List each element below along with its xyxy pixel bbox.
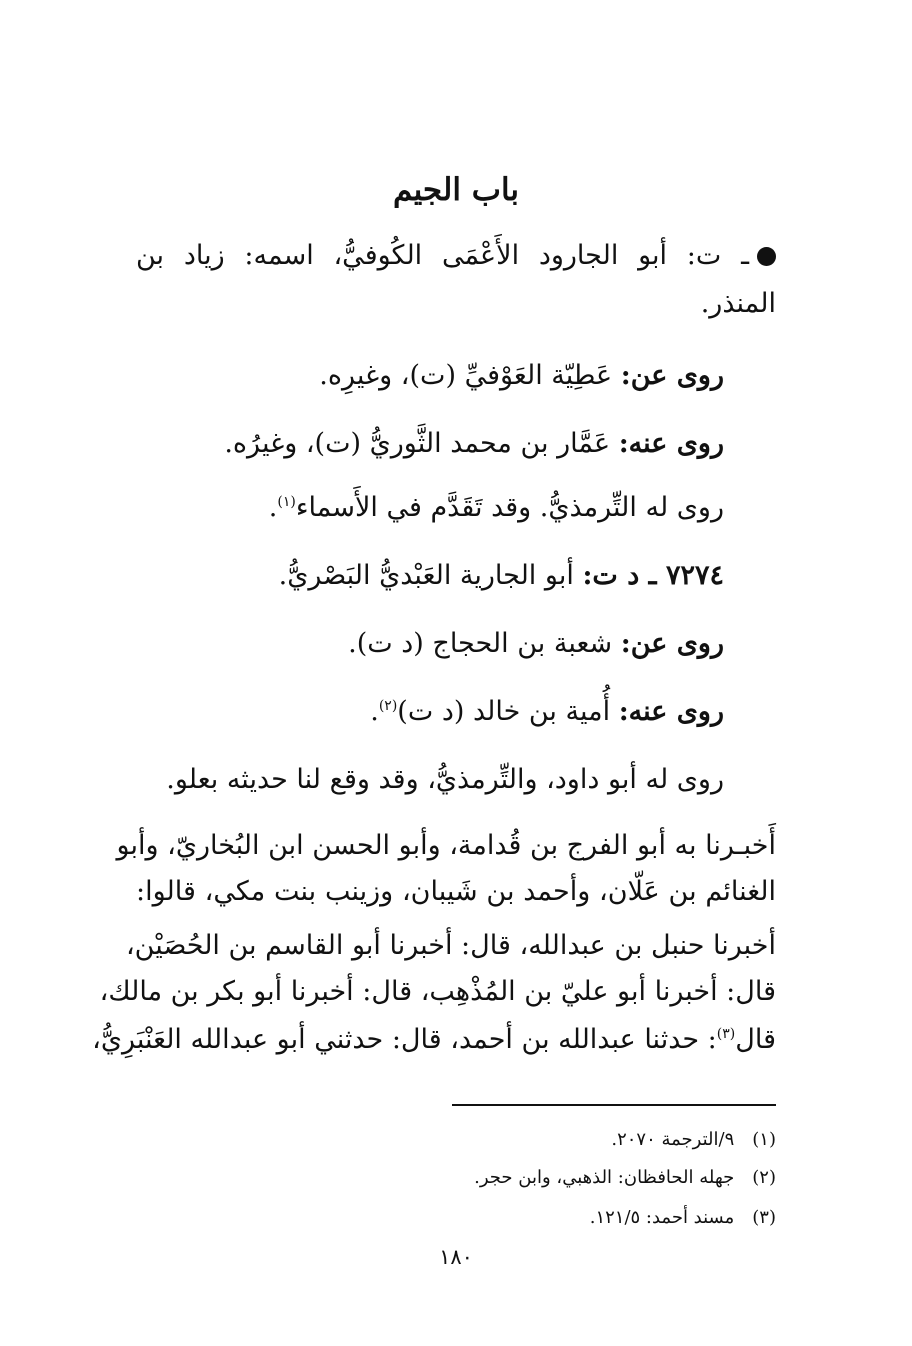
narrated-by-label: روى عنه: [618,428,724,459]
entry1-heading-line [136,236,776,276]
entry1-heading-continuation: المنذر. [700,288,776,319]
footnote-1 [136,1126,776,1154]
narrated-by-text: أُمية بن خالد (د ت) [397,696,611,727]
narrated-from-text: شعبة بن الحجاج (د ت). [348,628,613,659]
narrated-from-text: عَطِيّة العَوْفيِّ (ت)، وغيرِه. [319,360,613,391]
footnote-ref-2: (٢) [378,698,398,714]
isnad-text: أَخبـرنا به أبو الفرج بن قُدامة، وأبو الحسن ابن البُخاريّ، وأبو [116,830,776,861]
entry1-narrated-by [84,424,724,464]
entry2-heading-line [84,556,724,596]
entry2-narrated-by [84,692,724,732]
footnote-text: جهله الحافظان: الذهبي، وابن حجر. [474,1167,735,1188]
footnote-number: (١) [752,1129,776,1150]
footnote-number: (٣) [752,1207,776,1228]
entry2-narrated-from [84,624,724,664]
entry1-narrated-from [84,356,724,396]
footnote-2 [136,1164,776,1192]
footnote-text: ٩/الترجمة ٢٠٧٠. [611,1129,735,1150]
isnad-text: : حدثنا عبدالله بن أحمد، قال: حدثني أبو عبدالله العَنْبَرِيُّ، [92,1024,717,1055]
bullet-icon [757,247,776,266]
chapter-heading: باب الجيم [392,172,520,208]
isnad-line-2: الغنائم بن عَلّان، وأحمد بن شَيبان، وزينب بنت مكي، قالوا: [136,876,776,907]
page-number: ١٨٠ [439,1245,473,1269]
narrated-for-text: روى له التِّرمذيُّ. وقد تَقَدَّم في الأَسماء [295,492,724,523]
narrated-from-label: روى عن: [620,628,724,659]
isnad-line-5 [92,1020,776,1060]
narrated-by-label: روى عنه: [618,696,724,727]
entry2-title-text: أبو الجارية العَبْديُّ البَصْريُّ. [278,560,574,591]
entry2-narrated-for: روى له أبو داود، والتِّرمذيُّ، وقد وقع لنا حديثه بعلو. [166,764,724,795]
footnote-text: مسند أحمد: ١٢١/٥. [589,1207,735,1228]
entry1-narrated-for [84,488,724,528]
footnote-number: (٢) [752,1167,776,1188]
isnad-line-3: أخبرنا حنبل بن عبدالله، قال: أخبرنا أبو القاسم بن الحُصَيْن، [125,930,776,961]
isnad-line-1 [116,826,776,866]
footnote-ref-1: (١) [277,494,296,510]
entry1-title-text: ـ ت: أبو الجارود الأَعْمَى الكُوفيُّ، اسمه: زياد بن [136,240,749,271]
sentence-end: . [268,492,278,523]
footnote-ref-3: (٣) [716,1026,736,1042]
narrated-from-label: روى عن: [620,360,724,391]
sentence-end: . [370,696,379,727]
footnote-3 [136,1204,776,1232]
isnad-text: قال [735,1024,776,1055]
narrated-by-text: عَمَّار بن محمد الثَّوريُّ (ت)، وغيرُه. [224,428,611,459]
isnad-line-4: قال: أخبرنا أبو عليّ بن المُذْهِب، قال: أخبرنا أبو بكر بن مالك، [99,976,776,1007]
entry-number: ٧٢٧٤ ـ د ت: [582,560,724,591]
footnote-separator [452,1104,776,1106]
